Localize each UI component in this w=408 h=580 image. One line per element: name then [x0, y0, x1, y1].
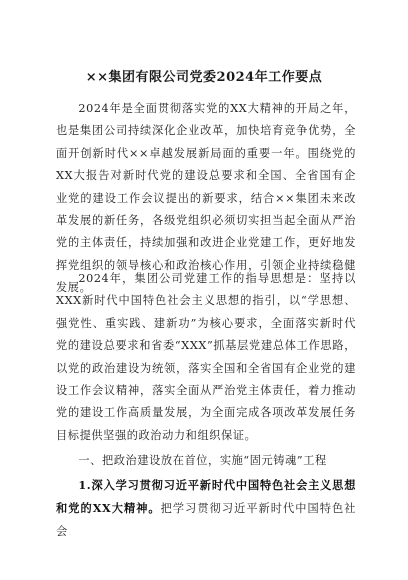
paragraph-guiding-ideology: 2024年，集团公司党建工作的指导思想是：坚持以XXX新时代中国特色社会主义思想的指引，以“学思想、强党性、重实践、建新功”为核心要求，全面落实新时代党的建设总要求和省委“XXX”抓基层党建总体工作思路，以党的政治建设为统领，落实全国和全省国有企业党的建设工作会议精神，落实全面从严治党主体责任，着力推动党的建设工作高质量发展，为全面完成各项改革发展任务目标提供坚强的政治动力和组织保证。: [56, 272, 356, 442]
paragraph-intro: 2024年是全面贯彻落实党的XX大精神的开局之年，也是集团公司持续深化企业改革，加快培育竞争优势，全面开创新时代××卓越发展新局面的重要一年。围绕党的XX大报告对新时代党的建设总要求和全国、全省国有企业党的建设工作会议提出的新要求，结合××集团未来改革发展的新任务，各级党组织必须切实担当起全面从严治党的主体责任，持续加强和改进企业党建工作，更好地发挥党组织的领导核心和政治核心作用，引领企业持续稳健发展。: [56, 102, 356, 295]
item-1-lead: 1.深入学习贯彻习近平新时代中国特色社会主义思想和党的XX大精神。: [56, 478, 356, 516]
document-title: ××集团有限公司党委2024年工作要点: [85, 70, 323, 85]
item-1-text: 把学习贯彻习近平新时代中国特色社会: [56, 502, 356, 538]
section-heading-1: 一、把政治建设放在首位，实施“固元铸魂”工程: [78, 454, 327, 467]
paragraph-item-1: [56, 474, 356, 543]
